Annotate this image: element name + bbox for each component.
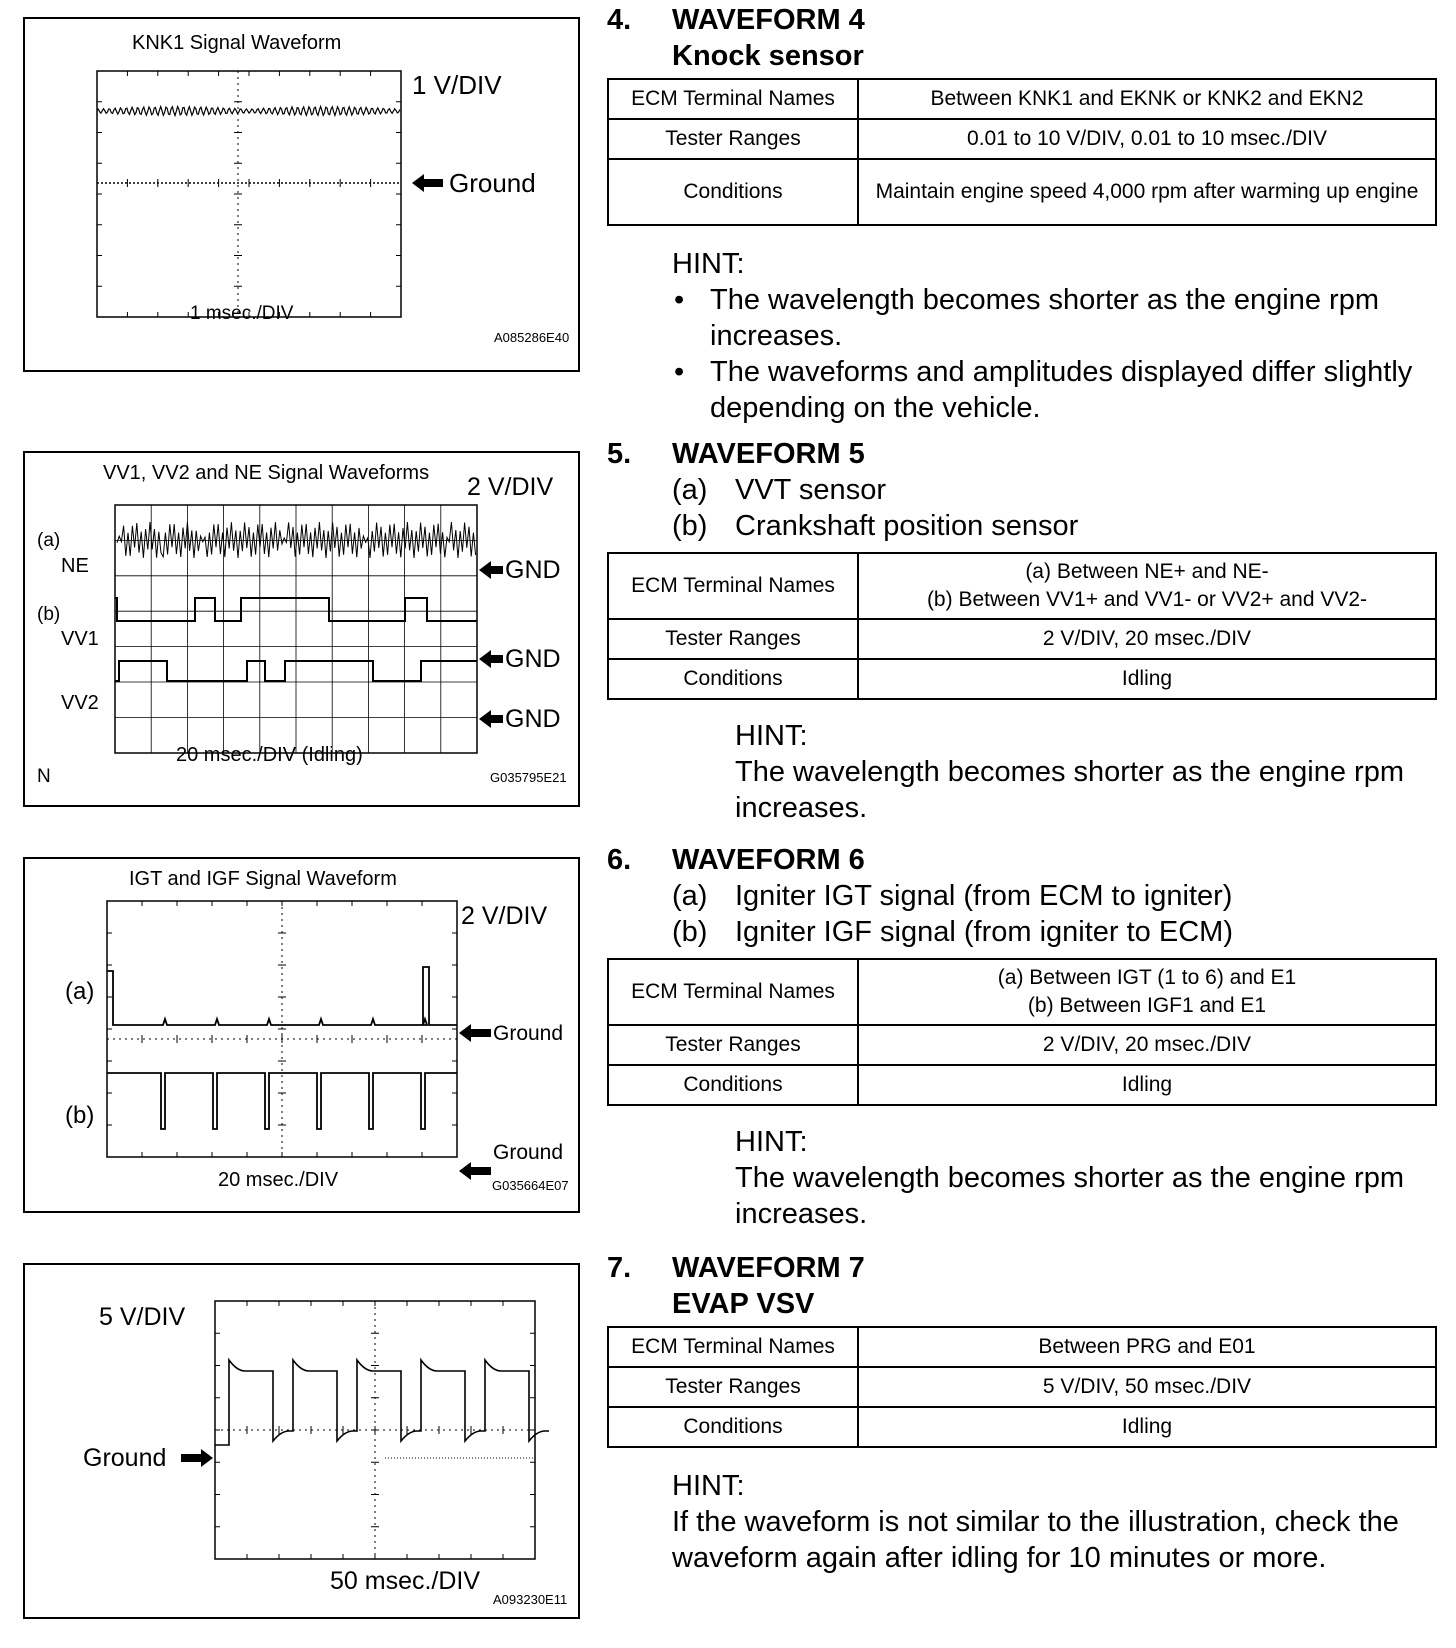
section-4-heading <box>607 2 1437 38</box>
section-7-subtitle: EVAP VSV <box>672 1288 815 1320</box>
section-4-subtitle: Knock sensor <box>672 40 864 72</box>
section-5-item-b-label: (b) <box>672 510 708 542</box>
table-key: Conditions <box>608 1065 858 1105</box>
vv1-gnd-arrow-icon <box>479 650 503 668</box>
section-6-item-b <box>607 914 1437 950</box>
igt-igf-waveform-diagram <box>25 859 578 1211</box>
section-6-number: 6. <box>607 844 632 876</box>
table-row <box>608 1327 1436 1367</box>
section-5-hint-label: HINT: <box>735 720 808 752</box>
section-5-item-a-label: (a) <box>672 474 708 506</box>
table-value <box>858 553 1436 619</box>
section-4-title: WAVEFORM 4 <box>672 4 865 36</box>
section-6-item-b-label: (b) <box>672 916 708 948</box>
table-value: Idling <box>858 1065 1436 1105</box>
section-6-hint-label: HINT: <box>735 1126 808 1158</box>
evap-vsv-waveform-figure <box>23 1263 580 1619</box>
section-5-item-b <box>607 508 1437 544</box>
section-4-hint <box>607 246 1437 426</box>
table-value-line-1: (a) Between IGT (1 to 6) and E1 <box>997 966 1297 989</box>
section-6-spec-table <box>607 958 1437 1106</box>
section-6-item-a-text: Igniter IGT signal (from ECM to igniter) <box>735 880 1233 912</box>
vvt-label-a: (a) <box>37 530 61 551</box>
table-row <box>608 959 1436 1025</box>
section-4-spec-table <box>607 78 1437 226</box>
section-5-heading <box>607 436 1437 472</box>
section-6-hint-text: The wavelength becomes shorter as the engine rpm increases. <box>735 1162 1404 1230</box>
knk1-time-label: 1 msec./DIV <box>190 303 294 324</box>
ne-gnd-label: GND <box>505 556 561 584</box>
knk1-waveform-diagram <box>25 19 578 370</box>
table-value: 0.01 to 10 V/DIV, 0.01 to 10 msec./DIV <box>858 119 1436 159</box>
table-row <box>608 1025 1436 1065</box>
table-value: Idling <box>858 659 1436 699</box>
igt-ground-arrow-icon <box>459 1024 491 1042</box>
section-5-item-b-text: Crankshaft position sensor <box>735 510 1079 542</box>
vv2-gnd-label: GND <box>505 705 561 733</box>
list-item: • The wavelength becomes shorter as the engine rpm increases. <box>672 282 1437 354</box>
section-5-spec-table <box>607 552 1437 700</box>
igt-igf-waveform-figure <box>23 857 580 1213</box>
ne-label: NE <box>61 555 89 577</box>
knk1-waveform-figure <box>23 17 580 372</box>
section-7-hint-label: HINT: <box>672 1470 745 1502</box>
evap-vsv-waveform-diagram <box>25 1265 578 1617</box>
table-value: Maintain engine speed 4,000 rpm after warming up engine <box>858 159 1436 225</box>
section-6-item-b-text: Igniter IGF signal (from igniter to ECM) <box>735 916 1233 948</box>
vv1-label: VV1 <box>61 628 99 650</box>
table-row <box>608 159 1436 225</box>
vvt-corner-label: N <box>37 766 51 787</box>
section-5-title: WAVEFORM 5 <box>672 438 865 470</box>
igt-ground-label: Ground <box>493 1022 564 1045</box>
table-row <box>608 659 1436 699</box>
table-row <box>608 1407 1436 1447</box>
table-value: Idling <box>858 1407 1436 1447</box>
table-key: Tester Ranges <box>608 1367 858 1407</box>
section-5-hint-text: The wavelength becomes shorter as the engine rpm increases. <box>735 756 1404 824</box>
table-key: ECM Terminal Names <box>608 79 858 119</box>
vvt-ne-waveform-diagram <box>25 453 578 805</box>
evap-signal-trace <box>215 1360 549 1445</box>
table-row <box>608 1065 1436 1105</box>
evap-ground-label: Ground <box>83 1444 167 1472</box>
knk1-ground-label: Ground <box>449 168 536 198</box>
ne-gnd-arrow-icon <box>479 561 503 579</box>
section-4-subheading <box>607 38 1437 74</box>
section-5-item-a <box>607 472 1437 508</box>
igf-ground-label: Ground <box>493 1141 564 1164</box>
table-value: 2 V/DIV, 20 msec./DIV <box>858 1025 1436 1065</box>
table-value: Between PRG and E01 <box>858 1327 1436 1367</box>
table-value: Between KNK1 and EKNK or KNK2 and EKN2 <box>858 79 1436 119</box>
section-4-hint-label: HINT: <box>672 248 745 280</box>
section-7-hint-text: If the waveform is not similar to the illustration, check the waveform again after idling for 10 minutes or more. <box>672 1506 1399 1574</box>
section-waveform-4 <box>607 2 1437 426</box>
table-value: 2 V/DIV, 20 msec./DIV <box>858 619 1436 659</box>
vvt-time-label: 20 msec./DIV (Idling) <box>176 744 363 766</box>
section-waveform-7 <box>607 1250 1437 1576</box>
table-row <box>608 119 1436 159</box>
knk1-figure-title: KNK1 Signal Waveform <box>132 32 342 54</box>
section-6-item-a-label: (a) <box>672 880 708 912</box>
table-row <box>608 553 1436 619</box>
igt-figure-title: IGT and IGF Signal Waveform <box>129 868 397 890</box>
vvt-figure-title: VV1, VV2 and NE Signal Waveforms <box>103 462 430 484</box>
igt-label-b: (b) <box>65 1102 95 1129</box>
table-key: Conditions <box>608 1407 858 1447</box>
table-value-line-1: (a) Between NE+ and NE- <box>1025 560 1269 583</box>
evap-ground-arrow-icon <box>181 1449 213 1467</box>
table-row <box>608 1367 1436 1407</box>
evap-figure-code: A093230E11 <box>493 1592 568 1607</box>
vv2-label: VV2 <box>61 692 99 714</box>
section-5-item-a-text: VVT sensor <box>735 474 886 506</box>
evap-time-label: 50 msec./DIV <box>330 1567 481 1595</box>
igt-label-a: (a) <box>65 978 95 1005</box>
section-waveform-6 <box>607 842 1437 1232</box>
section-7-heading <box>607 1250 1437 1286</box>
section-7-hint <box>607 1468 1437 1576</box>
igt-volts-label: 2 V/DIV <box>461 902 548 930</box>
section-6-title: WAVEFORM 6 <box>672 844 865 876</box>
vv2-gnd-arrow-icon <box>479 710 503 728</box>
knk1-volts-label: 1 V/DIV <box>412 70 502 100</box>
table-value-line-2: (b) Between IGF1 and E1 <box>1027 994 1267 1017</box>
table-value: 5 V/DIV, 50 msec./DIV <box>858 1367 1436 1407</box>
section-7-subheading <box>607 1286 1437 1322</box>
section-7-spec-table <box>607 1326 1437 1448</box>
list-item: • The waveforms and amplitudes displayed differ slightly depending on the vehicle. <box>672 354 1437 426</box>
table-key: Tester Ranges <box>608 1025 858 1065</box>
table-key: ECM Terminal Names <box>608 959 858 1025</box>
table-key: Tester Ranges <box>608 619 858 659</box>
table-key: Conditions <box>608 659 858 699</box>
vvt-ne-waveform-figure <box>23 451 580 807</box>
table-key: ECM Terminal Names <box>608 1327 858 1367</box>
section-waveform-5 <box>607 436 1437 826</box>
table-row <box>608 79 1436 119</box>
table-row <box>608 619 1436 659</box>
vv1-gnd-label: GND <box>505 645 561 673</box>
ground-arrow-icon <box>412 174 443 192</box>
section-6-item-a <box>607 878 1437 914</box>
section-5-hint <box>607 718 1437 826</box>
knk1-signal-trace <box>97 107 400 116</box>
table-key: ECM Terminal Names <box>608 553 858 619</box>
vvt-volts-label: 2 V/DIV <box>467 473 554 501</box>
section-7-number: 7. <box>607 1252 632 1284</box>
table-value-line-2: (b) Between VV1+ and VV1- or VV2+ and VV2- <box>926 588 1368 611</box>
section-6-hint <box>607 1124 1437 1232</box>
evap-volts-label: 5 V/DIV <box>99 1303 186 1331</box>
vvt-figure-code: G035795E21 <box>490 770 567 785</box>
table-key: Conditions <box>608 159 858 225</box>
section-6-heading <box>607 842 1437 878</box>
section-7-title: WAVEFORM 7 <box>672 1252 865 1284</box>
vvt-label-b: (b) <box>37 604 61 625</box>
knk1-figure-code: A085286E40 <box>494 330 570 345</box>
section-4-number: 4. <box>607 4 632 36</box>
table-value <box>858 959 1436 1025</box>
igt-time-label: 20 msec./DIV <box>218 1169 339 1191</box>
igt-figure-code: G035664E07 <box>492 1178 569 1193</box>
table-key: Tester Ranges <box>608 119 858 159</box>
igf-ground-arrow-icon <box>459 1162 491 1180</box>
section-5-number: 5. <box>607 438 632 470</box>
section-4-hint-list <box>672 282 1437 426</box>
